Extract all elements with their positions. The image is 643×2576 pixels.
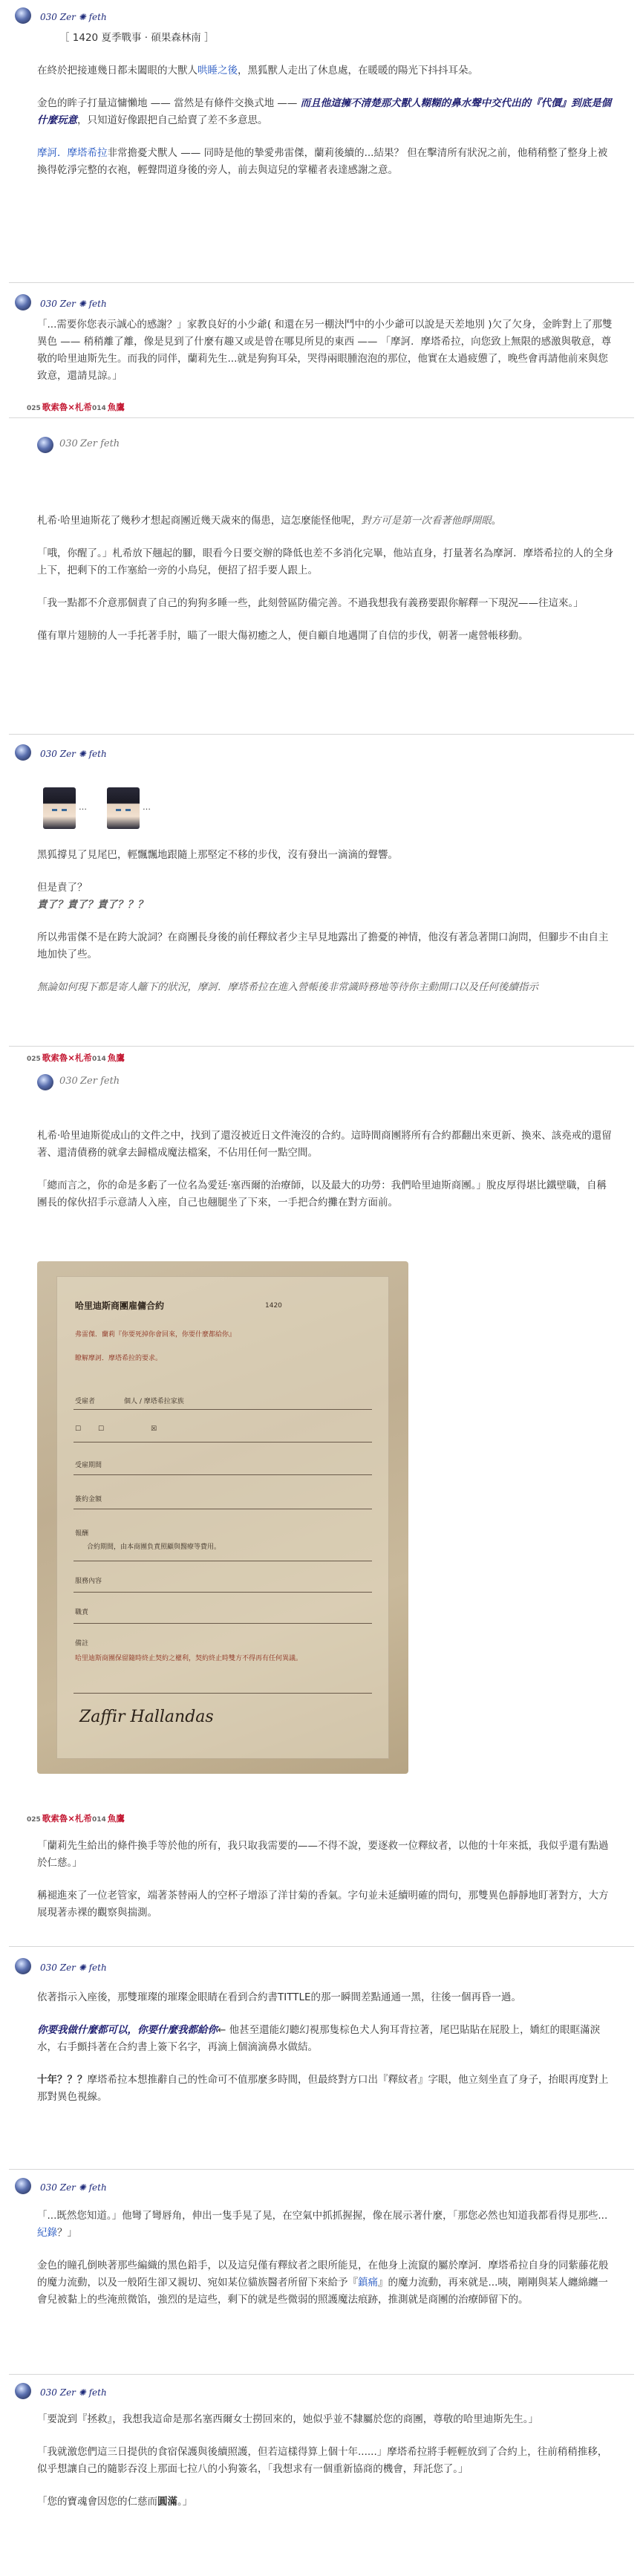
- paragraph: 「...既然您知道。」他彎了彎唇角，伸出一隻手晃了晃，在空氣中抓抓握握，像在展示著什麼，「那您必然也知道我都看得見那些...紀錄？」: [37, 2210, 608, 2239]
- post-header: [10, 4, 633, 30]
- user-avatar[interactable]: [15, 1958, 31, 1974]
- post-divider: [9, 417, 634, 418]
- paragraph: 但是責了？: [37, 882, 88, 894]
- paragraph: 你要我做什麼都可以，你要什麼我都給你← 他甚至還能幻聽幻視那隻棕色犬人狗耳背拉著，尾巴貼貼在屁股上，嬌紅的眼眶滿淚水，右手顫抖著在合約書上簽下名字，再滴上個滴滴鼻水做結。: [37, 2024, 601, 2053]
- paragraph: 無論如何現下都是寄人籬下的狀況，摩訶．摩塔希拉在進入營帳後非常識時務地等待你主動開口以及任何後續指示: [37, 981, 538, 993]
- user-avatar[interactable]: [15, 744, 31, 761]
- paragraph: 所以弗雷傑不是在跨大說詞？在商團長身後的前任釋紋者少主早見地露出了擔憂的神情，他沒有著急著開口詢問，但腳步不由自主地加快了些。: [37, 931, 609, 960]
- paragraph: 「我一點都不介意那個責了自己的狗狗多睡一些，此刻營區防備完善。不過我想我有義務要跟你解釋一下現況——往這來。」: [37, 597, 584, 609]
- link[interactable]: 鎮痛: [358, 2277, 378, 2289]
- paragraph: 黑狐撐見了見尾巴，輕飄飄地跟隨上那堅定不移的步伐，沒有發出一滴滴的聲響。: [37, 849, 398, 861]
- post-4: [10, 741, 633, 767]
- user-avatar[interactable]: [37, 437, 53, 453]
- post-header: [10, 2175, 633, 2200]
- portrait-caption: …: [143, 802, 151, 812]
- paragraph: 「蘭莉先生給出的條件換手等於他的所有，我只取我需要的——不得不說，要逐救一位釋紋者，以他的十年來抵，我似乎還有點過於仁慈。」: [37, 1840, 609, 1869]
- paragraph: 十年？？？摩塔希拉本想推辭自己的性命可不值那麼多時間，但最終對方口出『釋紋者』字眼，他立刻坐直了身子，抬眼再度對上那對異色視線。: [37, 2074, 609, 2103]
- user-avatar[interactable]: [15, 2383, 31, 2399]
- link[interactable]: 摩訶．摩塔希拉: [37, 147, 108, 159]
- paragraph: 「總而言之，你的命是多虧了一位名為愛廷·塞西爾的治療師，以及最大的功勞：我們哈里迪斯商團。」脫皮厚得堪比鐵壁職，自稱團長的傢伙招手示意請人入座，自己也翹腿坐了下來，一手把合約攤在對方面前。: [37, 1180, 607, 1209]
- portrait-caption: …: [79, 802, 87, 812]
- contract-title: 哈里迪斯商團雇傭合約: [75, 1301, 165, 1311]
- username[interactable]: 030 Zer ✺ feth: [40, 299, 107, 309]
- link[interactable]: 哄睡之後: [198, 65, 238, 77]
- post-2: [10, 291, 633, 400]
- reply-tag[interactable]: 025 歌索魯×札希014 魚鷹: [27, 1053, 125, 1063]
- signature: 030 Zer feth: [37, 434, 319, 459]
- user-avatar[interactable]: [15, 2178, 31, 2194]
- paragraph: 僅有單片翅膀的人一手托著手肘，瞄了一眼大傷初癒之人，便自顧自地邁開了自信的步伐，朝著一處營帳移動。: [37, 630, 529, 642]
- post-divider: [9, 1046, 634, 1047]
- post-divider: [9, 2169, 634, 2170]
- user-avatar[interactable]: [37, 1074, 53, 1090]
- post-divider: [9, 2374, 634, 2375]
- paragraph: 責了？責了？責了？？？: [37, 899, 148, 911]
- post-header: [10, 1955, 633, 1980]
- username[interactable]: 030 Zer ✺ feth: [40, 2182, 107, 2193]
- paragraph: 摩訶．摩塔希拉非常擔憂犬獸人 —— 同時是他的摯愛弗雷傑，蘭莉後續的...結果？ 但在擊清所有狀況之前，他稍稍整了整身上被換得乾淨完整的衣袍，輕聲問道身後的旁人，前去與這兒的掌權者表達感謝之意。: [37, 147, 608, 176]
- post-header: [10, 291, 633, 316]
- post-header: [10, 2380, 633, 2405]
- post-4-body: [10, 847, 633, 1012]
- paragraph: 在終於把接連幾日都未闔眼的大獸人哄睡之後，黑狐獸人走出了休息處，在暖暖的陽光下抖抖耳朵。: [37, 65, 478, 77]
- paragraph: 依著指示入座後，那雙璀璨的璀璨金眼睛在看到合約書TITTLE的那一瞬間差點通通一黑，往後一個再昏一過。: [37, 1991, 522, 2003]
- reply-tag[interactable]: 025 歌索魯×札希014 魚鷹: [27, 402, 125, 412]
- paragraph: 稱褪進來了一位老管家，端著茶替兩人的空杯子增添了洋甘菊的香氣。字句並未延續明確的問句，那雙異色靜靜地盯著對方，大方展現著赤裸的觀察與揣測。: [37, 1890, 609, 1919]
- paragraph: 金色的瞳孔倒映著那些編織的黑色鉛手，以及這兒僅有釋紋者之眼所能見，在他身上流竄的屬於摩訶．摩塔希拉自身的同紫藤花般的魔力流動，以及一般陌生卻又親切、宛如某位貓族醫者所留下來給予『鎮痛』的魔力流動，再來就是...咦，剛剛與某人纏綿纏一會兒被黏上的些淹煎微馅，強烈的是這些，剩下的就是些微弱的照護魔法痕跡，推測就是商團的治療師留下的。: [37, 2260, 609, 2306]
- post-divider: [9, 282, 634, 283]
- post-7: [10, 1955, 633, 2121]
- username[interactable]: 030 Zer ✺ feth: [40, 1962, 107, 1973]
- paragraph: 金色的眸子打量這慵懶地 —— 當然是有條件交換式地 —— 而且他這擁不清楚那犬獸人糊糊的鼻水聲中交代出的『代價』到底是個什麼玩意，只知道好像跟把自己給賣了差不多意思。: [37, 97, 612, 126]
- paragraph: 札希·哈里迪斯從成山的文件之中，找到了還沒被近日文件淹沒的合約。這時間商團將所有合約都翻出來更新、換來、該堯戒的還留著、還清債務的就拿去歸檔成魔法檔案，不佔用任何一點空間。: [37, 1130, 612, 1159]
- paragraph: 「哦，你醒了。」札希放下翹起的腳，眼看今日要交辦的降低也差不多消化完畢，他站直身，打量著名為摩訶．摩塔希拉的人的全身上下，把剩下的工作塞給一旁的小鳥兒，便招了招手要人跟上。: [37, 547, 614, 576]
- user-avatar[interactable]: [15, 294, 31, 310]
- paragraph: 「我就激您們這三日提供的食宿保護與後續照護，但若這樣得算上個十年......」摩塔希拉將手輕輕放到了合約上，往前稍稍推移，似乎想讓自己的隨影吞沒上那面七拉八的小狗簽名，「我想求有一個重新協商的機會，拜託您了。」: [37, 2446, 608, 2475]
- paragraph: 「要說到『拯救』，我想我這命是那名塞西爾女士撈回來的，她似乎並不隸屬於您的商團，尊敬的哈里迪斯先生。」: [37, 2413, 538, 2425]
- username[interactable]: 030 Zer ✺ feth: [40, 12, 107, 22]
- link[interactable]: 紀錄: [37, 2227, 57, 2239]
- user-avatar[interactable]: [15, 7, 31, 24]
- post-5: [10, 1128, 633, 1227]
- paragraph: 「...需要你您表示誠心的感謝？」家教良好的小少爺( 和還在另一棚決鬥中的小少爺可以說是天差地別 )欠了欠身，金眸對上了那雙異色 —— 稍稍離了離，像是見到了什麼有趣又或是曾在哪見所見的東西 —— 「摩訶．摩塔希拉，向您致上無限的感激與敬意，尊敬的哈里迪斯先生。而我的同伴，蘭莉先生...就是狗狗耳朵，哭得兩眼腫泡泡的那位，他實在太過疲憊了，晚些會再請他前來與您致意，還請見諒。」: [37, 319, 613, 382]
- post-1: [10, 4, 633, 195]
- chapter-heading: ［ 1420 夏季戰事 · 碩果森林南 ］: [59, 32, 215, 44]
- post-header: [10, 741, 633, 767]
- contract-signature: Zaffir Hallandas: [79, 1708, 214, 1726]
- character-portrait: [107, 787, 140, 829]
- paragraph: 札希·哈里迪斯花了幾秒才想起商團近幾天歲來的傷患，這怎麼能怪他呢，對方可是第一次看著他睜開眼。: [37, 515, 502, 527]
- paragraph: 「您的寶魂會因您的仁慈而圓滿。」: [37, 2496, 193, 2508]
- reply-tag[interactable]: 025 歌索魯×札希014 魚鷹: [27, 1813, 125, 1824]
- post-divider: [9, 1946, 634, 1947]
- post-6: [10, 1838, 633, 1937]
- post-divider: [9, 734, 634, 735]
- username[interactable]: 030 Zer ✺ feth: [40, 2387, 107, 2398]
- username[interactable]: 030 Zer ✺ feth: [40, 749, 107, 759]
- post-3: [10, 513, 633, 660]
- signature: 030 Zer feth: [37, 1071, 319, 1096]
- post-8: [10, 2175, 633, 2324]
- character-portrait: [43, 787, 76, 829]
- contract-image: 哈里迪斯商團雇傭合約 1420 弗雷傑．蘭莉『你要死掉你會回來，你要什麼都給你』 瞭解摩訶．摩塔希拉的要求。 受雇者 個人 / 摩塔希拉家族 ☐ ☐ ☒ 受雇期間 簽約金額 報酬 合約期間，由本商團負責照顧與醫療等費用。 服務內容 職責 備註 哈里迪斯商團保留隨時終止契約之權利，契約終止時雙方不得再有任何異議。 Zaffir Hallandas: [37, 1261, 408, 1774]
- post-9: [10, 2380, 633, 2511]
